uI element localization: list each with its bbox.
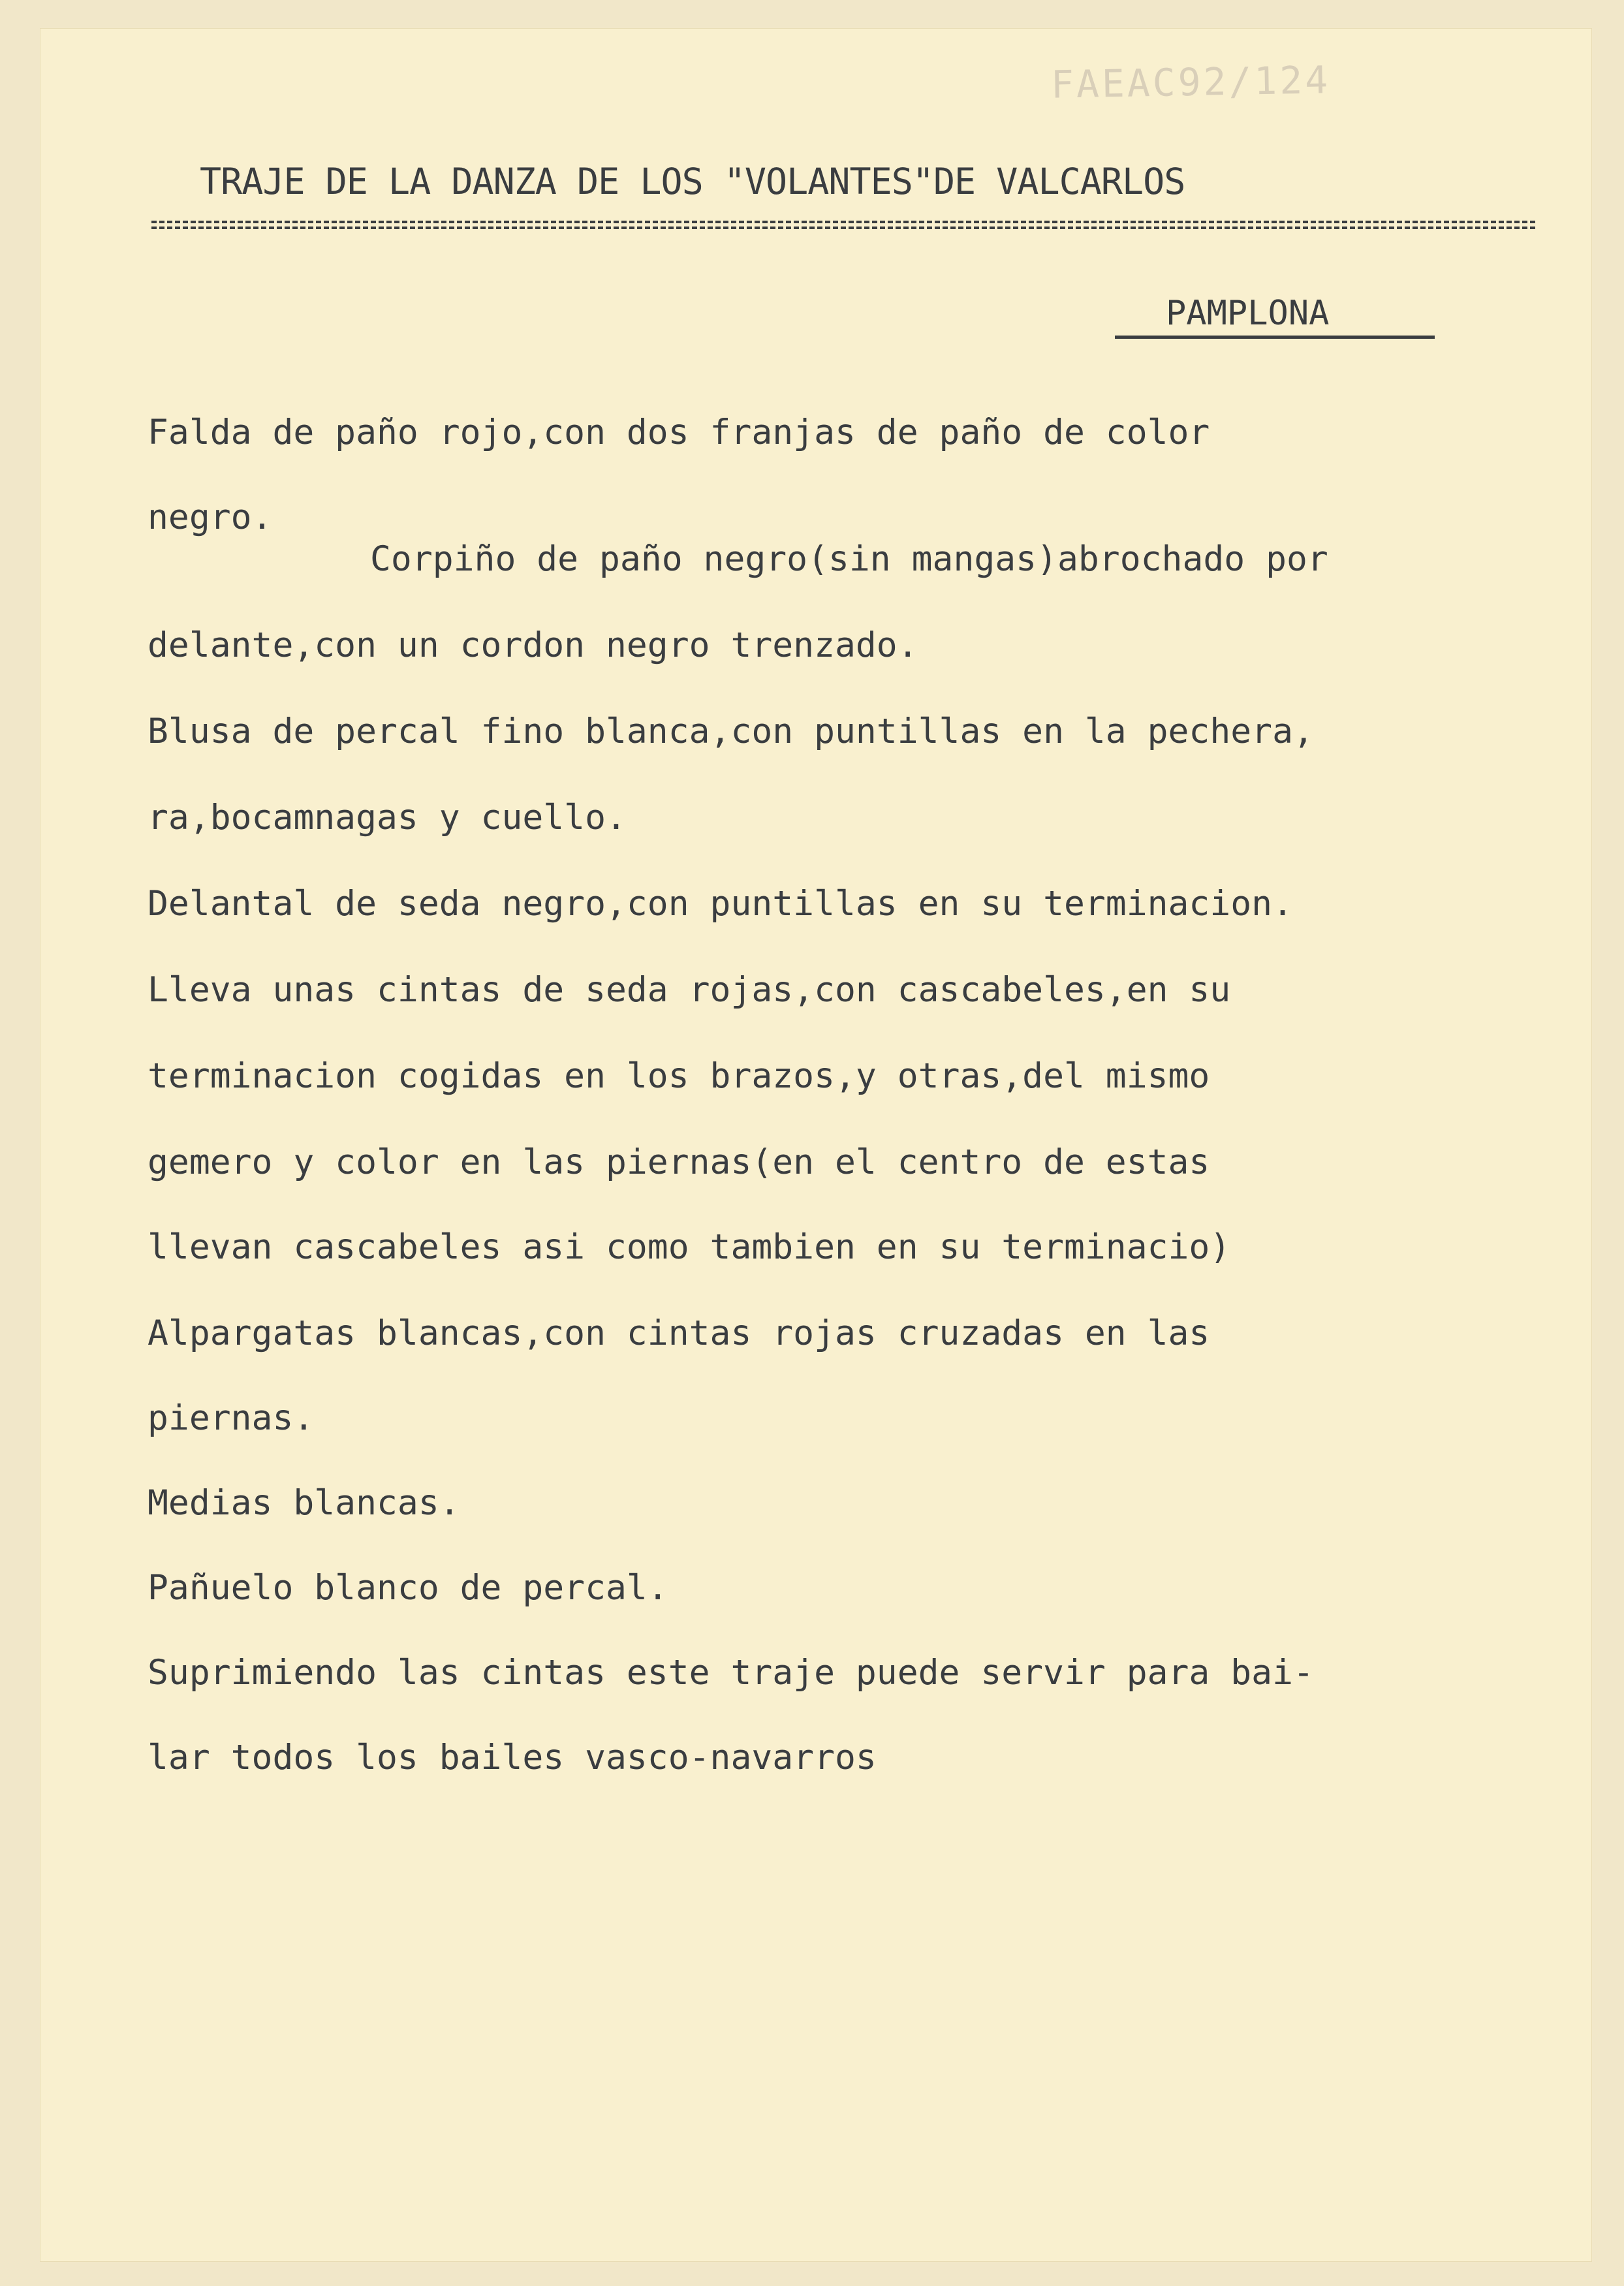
body-line-8: Lleva unas cintas de seda rojas,con cascabeles,en su — [148, 970, 1231, 1010]
body-line-4: delante,con un cordon negro trenzado. — [148, 625, 918, 665]
body-line-6: ra,bocamnagas y cuello. — [148, 798, 627, 838]
body-line-14: Medias blancas. — [148, 1483, 460, 1523]
body-line-17: lar todos los bailes vasco-navarros — [148, 1738, 877, 1777]
body-line-15: Pañuelo blanco de percal. — [148, 1568, 668, 1608]
body-line-12: Alpargatas blancas,con cintas rojas cruzadas en las — [148, 1313, 1210, 1353]
body-line-2: negro. — [148, 497, 273, 537]
body-line-5: Blusa de percal fino blanca,con puntillas en la pechera, — [148, 712, 1314, 751]
body-line-9: terminacion cogidas en los brazos,y otras,del mismo — [148, 1056, 1210, 1096]
body-line-7: Delantal de seda negro,con puntillas en su terminacion. — [148, 884, 1293, 924]
document-title: TRAJE DE LA DANZA DE LOS "VOLANTES"DE VALCARLOS — [200, 161, 1185, 202]
title-double-underline — [151, 221, 1535, 229]
place-underline — [1115, 336, 1435, 339]
place-heading: PAMPLONA — [1166, 294, 1330, 333]
body-line-3: Corpiño de paño negro(sin mangas)abrochado por — [370, 539, 1328, 579]
archive-stamp: FAEAC92/124 — [1050, 57, 1331, 107]
body-line-1: Falda de paño rojo,con dos franjas de paño de color — [148, 413, 1210, 452]
body-line-16: Suprimiendo las cintas este traje puede servir para bai- — [148, 1653, 1314, 1693]
body-line-13: piernas. — [148, 1398, 315, 1438]
body-line-11: llevan cascabeles asi como tambien en su terminacio) — [148, 1227, 1231, 1267]
body-line-10: gemero y color en las piernas(en el centro de estas — [148, 1142, 1210, 1182]
